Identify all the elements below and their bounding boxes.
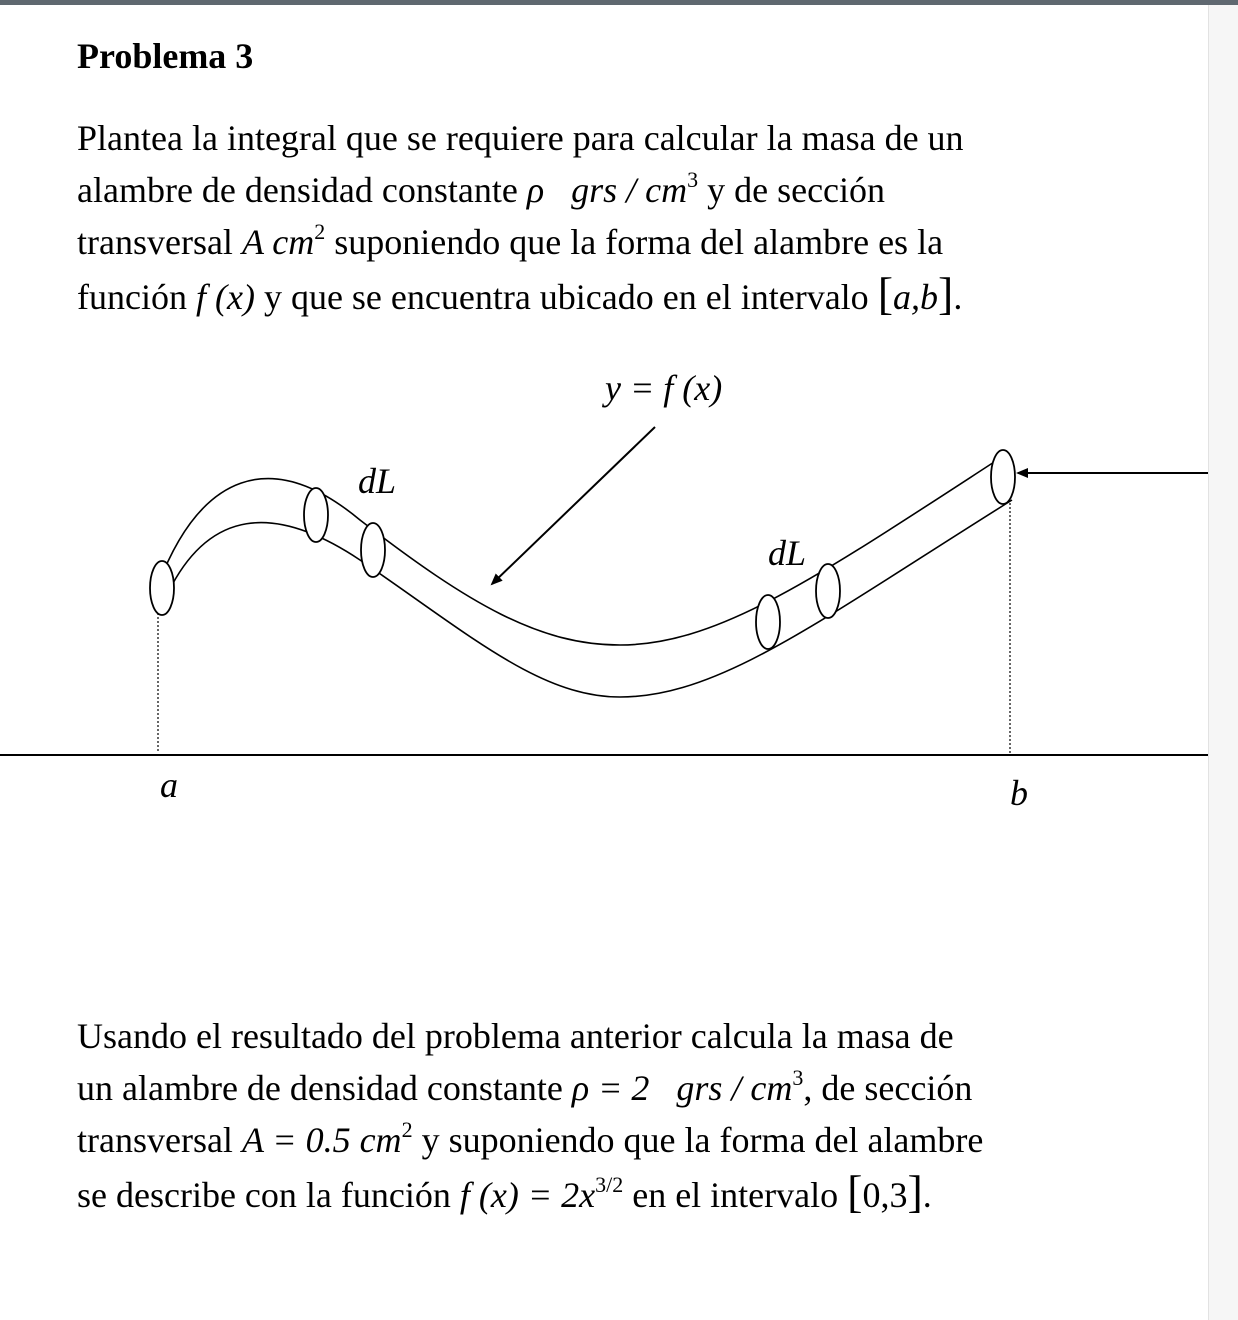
vertical-scrollbar[interactable] <box>1208 5 1238 1320</box>
function-equation: f (x) = 2x <box>459 1175 596 1215</box>
problem-2-text <box>77 1010 983 1218</box>
rho-equation: ρ = 2 <box>571 1068 650 1108</box>
problem-1-line-1: Plantea la integral que se requiere para calcular la masa de un <box>77 118 964 158</box>
wire-diagram <box>0 335 1208 855</box>
function-fx: f (x) <box>195 277 255 317</box>
problem-2-line-3: transversal A = 0.5 $cm^2$ y suponiendo que la forma del alambre <box>77 1117 984 1160</box>
dl-label-left: dL <box>358 461 397 501</box>
wire-cross-section-2 <box>361 523 385 577</box>
axis-label-a: a <box>160 765 178 805</box>
document-page <box>0 5 1208 1320</box>
problem-1-line-4: función f (x) y que se encuentra ubicado en el intervalo [a,b]. <box>77 268 963 319</box>
wire-cross-section-1 <box>304 488 328 542</box>
wire-cross-section-4 <box>816 564 840 618</box>
problem-1-text <box>77 112 964 320</box>
problem-2-line-4: se describe con la función f $(x) = 2x^{3/2}$ en el intervalo [0,3]. <box>77 1166 932 1217</box>
density-units: grs / cm <box>676 1068 793 1108</box>
area-equation: A = 0.5 <box>241 1120 351 1160</box>
wire-end-cross-section-b <box>991 450 1015 504</box>
wire-end-cross-section-a <box>150 561 174 615</box>
problem-1-line-2: alambre de densidad constante ρ grs / $cm^3$ y de sección <box>77 167 886 210</box>
problem-2-line-2: un alambre de densidad constante ρ = 2 grs / $cm^3$, de sección <box>77 1065 973 1108</box>
interval-ab: a,b <box>893 277 939 317</box>
area-variable: A cm <box>241 222 315 262</box>
wire-cross-section-3 <box>756 595 780 649</box>
curve-label: y = f (x) <box>605 368 723 408</box>
wire-upper-edge <box>158 453 1008 645</box>
curve-pointer-arrow <box>492 427 655 584</box>
rho-symbol: ρ <box>526 170 545 210</box>
axis-label-b: b <box>1010 773 1028 813</box>
interval-values: 0,3 <box>862 1175 908 1215</box>
problem-2-line-1: Usando el resultado del problema anterior calcula la masa de <box>77 1016 954 1056</box>
area-unit: cm <box>359 1120 402 1160</box>
dl-label-right: dL <box>768 533 807 573</box>
problem-title: Problema 3 <box>77 36 254 76</box>
wire-lower-edge <box>172 500 1012 697</box>
problem-1-line-3: transversal A $cm^2$ suponiendo que la forma del alambre es la <box>77 219 944 262</box>
density-units: grs / cm <box>571 170 688 210</box>
